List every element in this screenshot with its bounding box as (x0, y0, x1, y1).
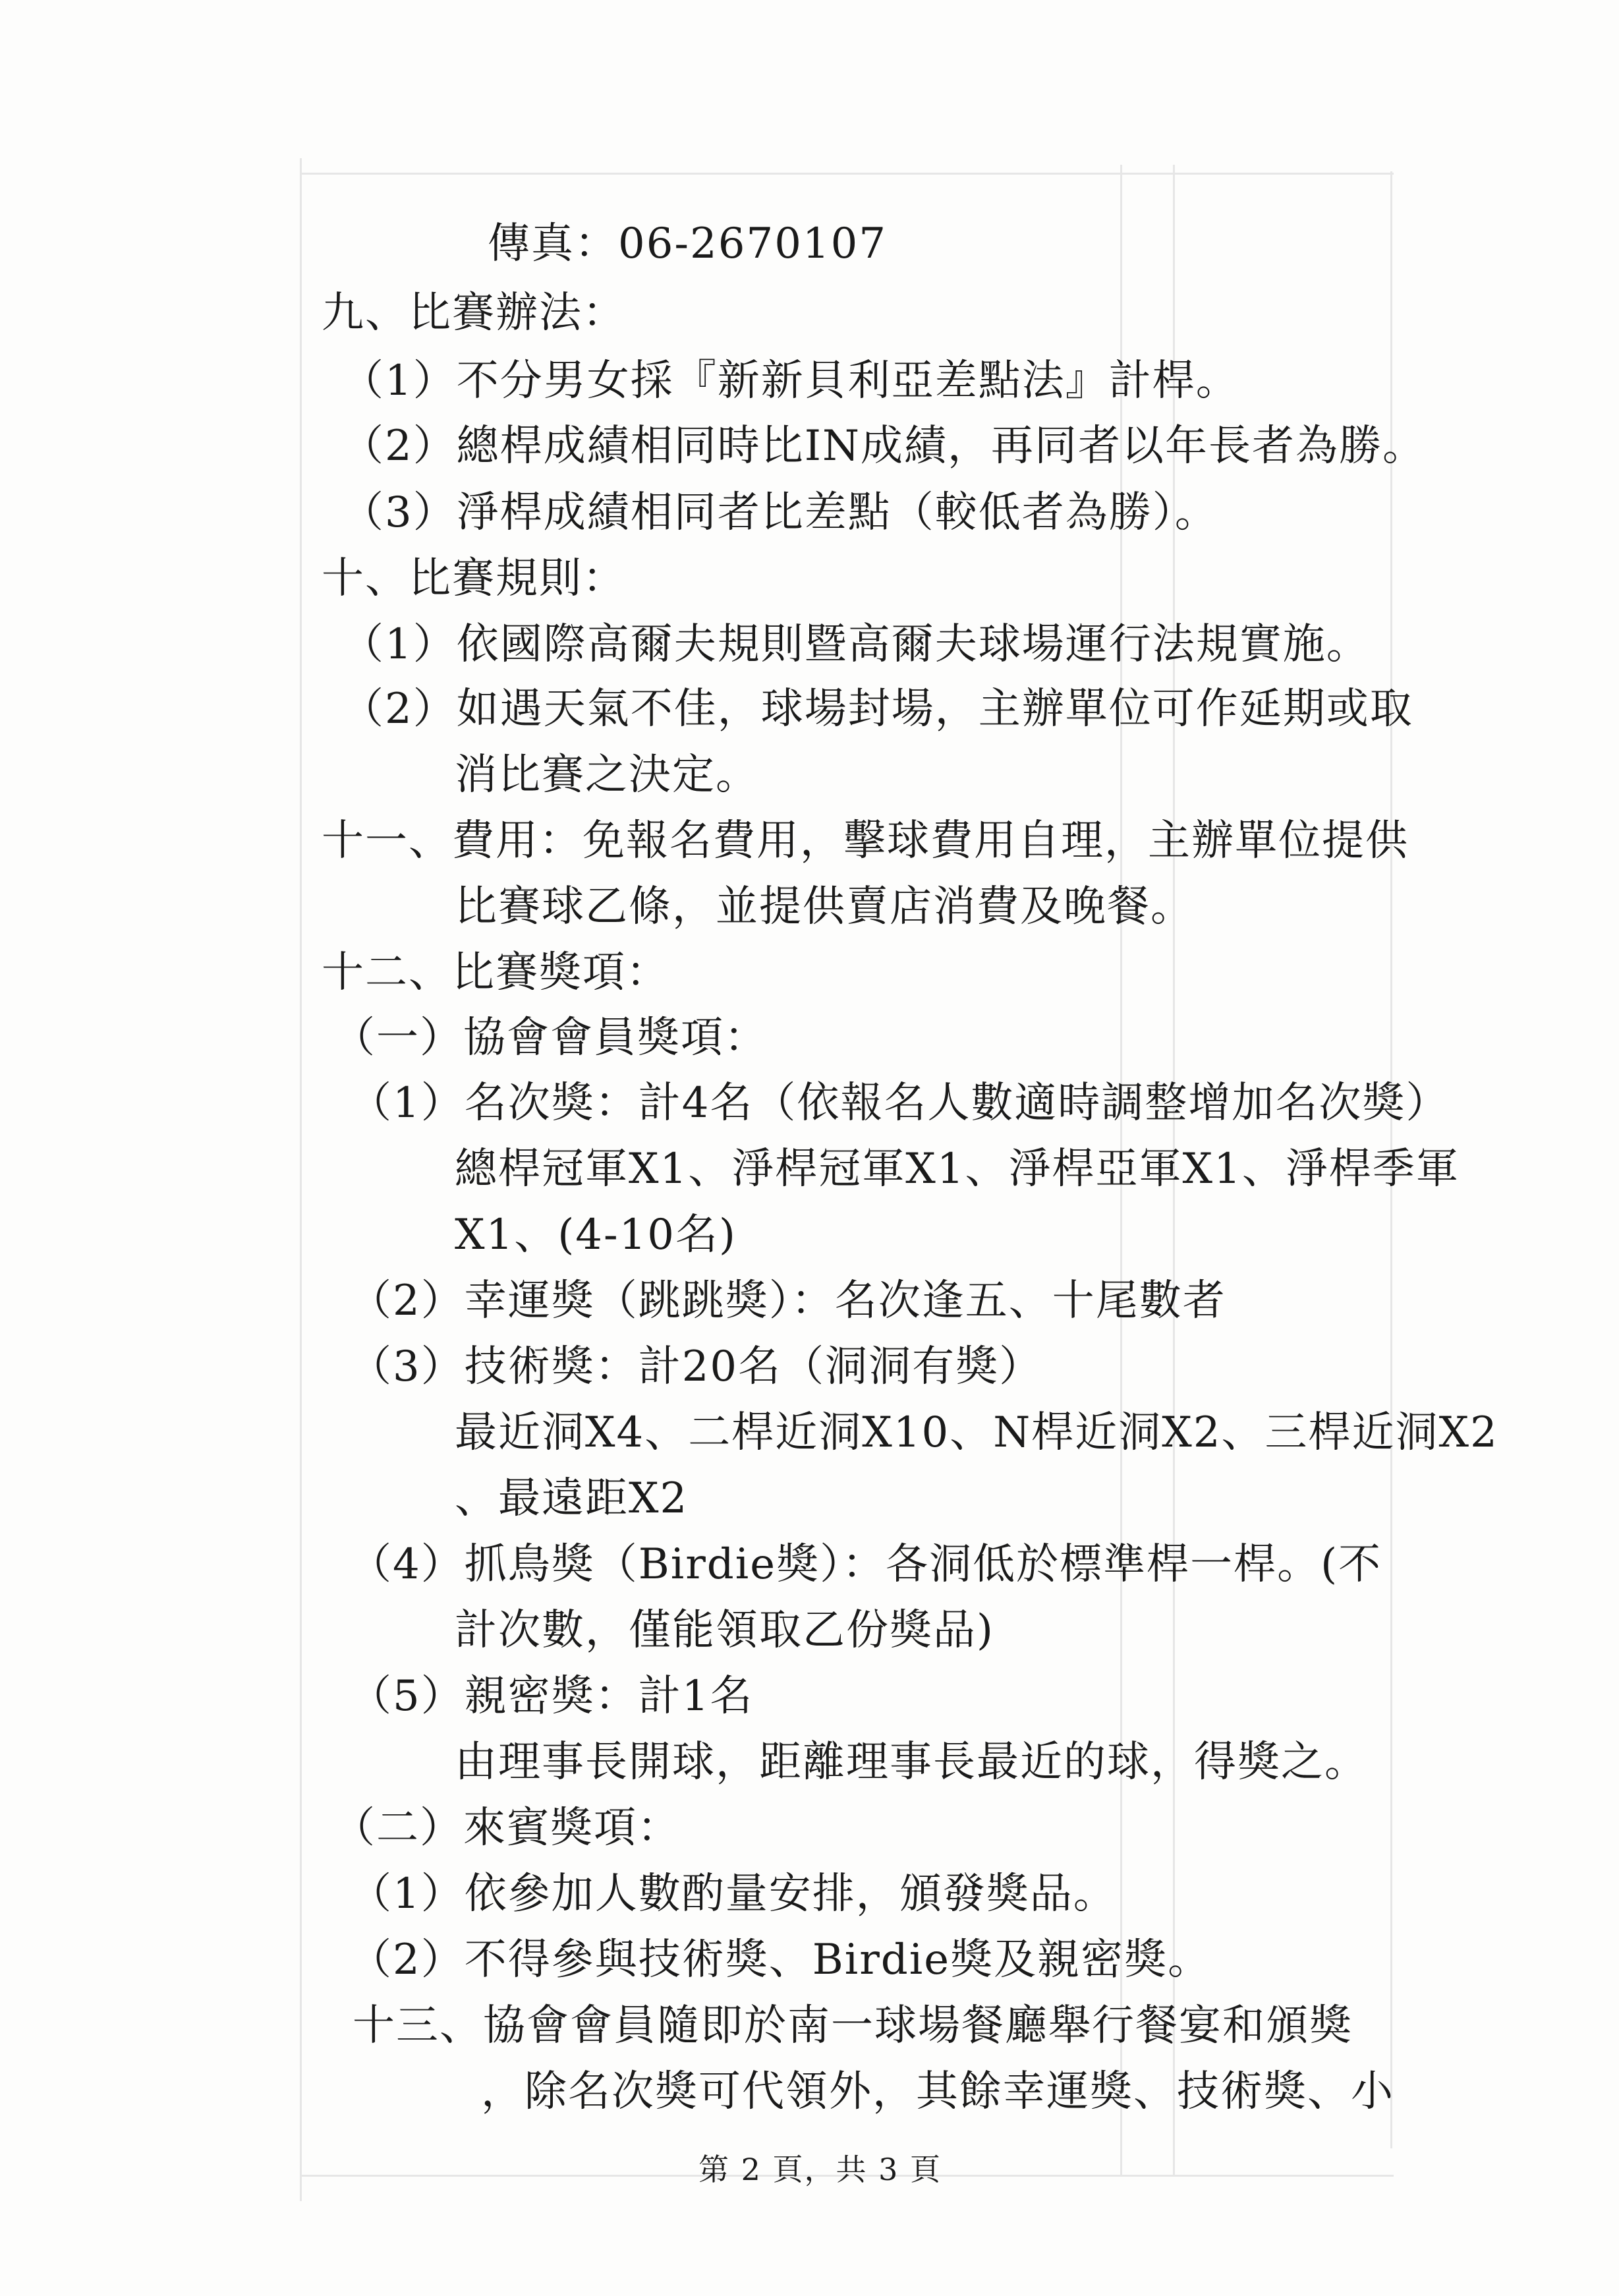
section-heading: 十二、比賽獎項： (322, 948, 669, 997)
list-item: （2）如遇天氣不佳，球場封場，主辦單位可作延期或取 (341, 685, 1413, 733)
section-heading: 十一、費用：免報名費用，擊球費用自理，主辦單位提供 (322, 817, 1409, 865)
list-item-continuation: 計次數，僅能領取乙份獎品) (455, 1606, 994, 1655)
list-item: （3）技術獎：計20名（洞洞有獎） (349, 1342, 1043, 1391)
list-item: （2）不得參與技術獎、Birdie獎及親密獎。 (349, 1936, 1212, 1984)
list-item: （5）親密獎：計1名 (349, 1672, 754, 1721)
section-continuation: ，除名次獎可代領外，其餘幸運獎、技術獎、小 (481, 2067, 1394, 2116)
list-item: （4）抓鳥獎（Birdie獎）：各洞低於標準桿一桿。(不 (349, 1540, 1382, 1589)
list-item: （1）依國際高爾夫規則暨高爾夫球場運行法規實施。 (341, 620, 1370, 669)
subsection-heading: （二）來賓獎項： (333, 1804, 681, 1852)
fax-line: 傳真：06-2670107 (488, 219, 888, 268)
list-item: （2）總桿成績相同時比IN成績，再同者以年長者為勝。 (341, 422, 1426, 471)
subsection-heading: （一）協會會員獎項： (333, 1014, 768, 1062)
page-number: 第 2 頁，共 3 頁 (698, 2152, 942, 2187)
section-continuation: 比賽球乙條，並提供賣店消費及晚餐。 (455, 882, 1194, 931)
list-item-continuation: 消比賽之決定。 (455, 751, 759, 799)
section-heading: 九、比賽辦法： (322, 289, 626, 337)
list-item-continuation: 總桿冠軍X1、淨桿冠軍X1、淨桿亞軍X1、淨桿季軍 (455, 1145, 1460, 1193)
list-item: （2）幸運獎（跳跳獎）：名次逢五、十尾數者 (349, 1277, 1226, 1325)
list-item: （3）淨桿成績相同者比差點（較低者為勝）。 (341, 488, 1218, 537)
list-item: （1）依參加人數酌量安排，頒發獎品。 (349, 1870, 1117, 1918)
scan-show-through-line (300, 158, 302, 2201)
list-item-continuation: 、最遠距X2 (455, 1474, 689, 1523)
section-heading: 十、比賽規則： (322, 554, 626, 603)
scan-show-through-line (300, 173, 1394, 175)
list-item: （1）不分男女採『新新貝利亞差點法』計桿。 (341, 357, 1239, 405)
list-item: （1）名次獎：計4名（依報名人數適時調整增加名次獎） (349, 1079, 1450, 1128)
section-heading: 十三、協會會員隨即於南一球場餐廳舉行餐宴和頒獎 (353, 2001, 1353, 2050)
list-item-continuation: 最近洞X4、二桿近洞X10、N桿近洞X2、三桿近洞X2 (455, 1408, 1498, 1457)
list-item-continuation: X1、(4-10名) (455, 1211, 737, 1259)
list-item-continuation: 由理事長開球，距離理事長最近的球，得獎之。 (455, 1738, 1368, 1787)
